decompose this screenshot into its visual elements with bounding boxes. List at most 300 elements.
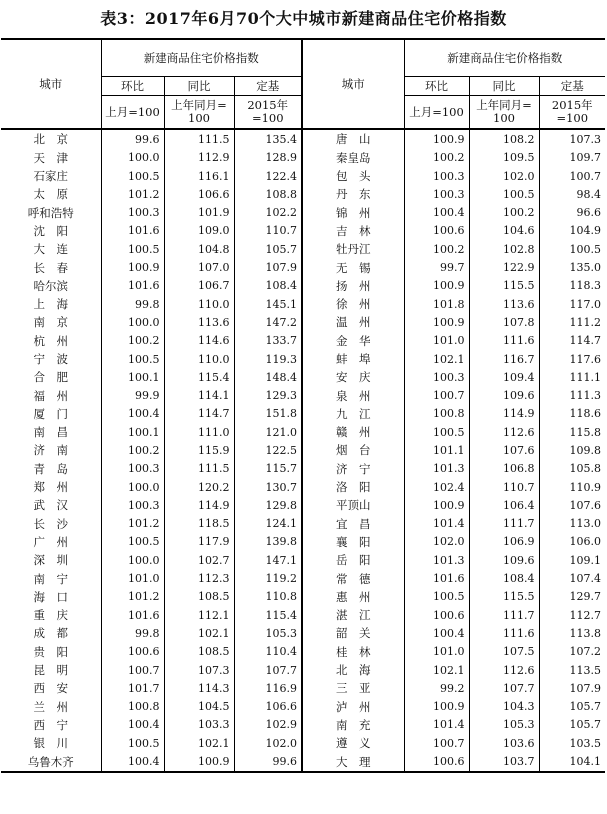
mom-value: 101.2 xyxy=(101,185,164,203)
mom-value: 101.7 xyxy=(101,679,164,697)
left-yoy-header: 同比 xyxy=(164,77,234,96)
mom-value: 100.9 xyxy=(101,258,164,276)
yoy-value: 100.5 xyxy=(469,185,539,203)
fixed-base-line1: 2015年 xyxy=(247,98,289,113)
right-group-header: 新建商品住宅价格指数 xyxy=(404,39,605,77)
city-name: 徐 州 xyxy=(302,295,404,313)
mom-value: 100.5 xyxy=(404,423,469,441)
table-row xyxy=(1,405,605,423)
city-name: 平顶山 xyxy=(302,496,404,514)
city-name: 大 连 xyxy=(33,242,68,257)
yoy-value: 114.1 xyxy=(164,386,234,404)
mom-value: 102.0 xyxy=(404,533,469,551)
city-name: 济 南 xyxy=(33,443,68,458)
right-yoy-base xyxy=(469,96,539,130)
mom-value: 99.8 xyxy=(101,295,164,313)
fixed-base-value: 121.0 xyxy=(234,423,302,441)
yoy-value: 102.0 xyxy=(469,167,539,185)
city-name: 岳 阳 xyxy=(302,551,404,569)
yoy-value: 120.2 xyxy=(164,478,234,496)
yoy-value: 112.9 xyxy=(164,149,234,167)
yoy-value: 104.3 xyxy=(469,698,539,716)
table-row xyxy=(1,129,605,148)
fixed-base-value: 112.7 xyxy=(539,606,605,624)
mom-value: 101.6 xyxy=(101,222,164,240)
table-row xyxy=(1,551,605,569)
city-name: 杭 州 xyxy=(33,333,68,348)
mom-value: 100.3 xyxy=(101,203,164,221)
yoy-value: 106.9 xyxy=(469,533,539,551)
table-row xyxy=(1,698,605,716)
mom-value: 100.9 xyxy=(404,698,469,716)
fixed-base-value: 102.9 xyxy=(234,716,302,734)
fixed-base-value: 128.9 xyxy=(234,149,302,167)
table-row xyxy=(1,167,605,185)
yoy-value: 112.3 xyxy=(164,569,234,587)
fixed-base-value: 113.5 xyxy=(539,661,605,679)
fixed-base-value: 102.0 xyxy=(234,734,302,752)
mom-value: 102.1 xyxy=(404,661,469,679)
fixed-base-value: 102.2 xyxy=(234,203,302,221)
yoy-value: 122.9 xyxy=(469,258,539,276)
fixed-base-value: 119.2 xyxy=(234,569,302,587)
right-yoy-header: 同比 xyxy=(469,77,539,96)
fixed-base-value: 122.5 xyxy=(234,441,302,459)
table-row xyxy=(1,643,605,661)
mom-value: 100.2 xyxy=(101,441,164,459)
city-name: 唐 山 xyxy=(302,129,404,148)
mom-value: 102.4 xyxy=(404,478,469,496)
yoy-value: 110.0 xyxy=(164,350,234,368)
fixed-base-value: 104.9 xyxy=(539,222,605,240)
mom-value: 100.2 xyxy=(404,149,469,167)
city-name: 长 春 xyxy=(33,260,68,275)
fixed-base-value: 130.7 xyxy=(234,478,302,496)
mom-value: 100.5 xyxy=(101,734,164,752)
right-mom-header: 环比 xyxy=(404,77,469,96)
city-name: 九 江 xyxy=(302,405,404,423)
left-group-header: 新建商品住宅价格指数 xyxy=(101,39,302,77)
fixed-base-value: 133.7 xyxy=(234,332,302,350)
left-city-header: 城市 xyxy=(1,39,101,129)
yoy-value: 102.1 xyxy=(164,734,234,752)
yoy-value: 112.6 xyxy=(469,661,539,679)
mom-value: 100.6 xyxy=(101,643,164,661)
table-row xyxy=(1,258,605,276)
mom-value: 100.9 xyxy=(404,313,469,331)
fixed-base-value: 98.4 xyxy=(539,185,605,203)
fixed-base-line2: =100 xyxy=(556,111,589,126)
table-row xyxy=(1,240,605,258)
city-name: 丹 东 xyxy=(302,185,404,203)
yoy-value: 104.6 xyxy=(469,222,539,240)
yoy-value: 106.4 xyxy=(469,496,539,514)
table-row xyxy=(1,515,605,533)
table-row xyxy=(1,716,605,734)
city-name: 襄 阳 xyxy=(302,533,404,551)
yoy-value: 109.6 xyxy=(469,551,539,569)
yoy-value: 114.9 xyxy=(469,405,539,423)
yoy-value: 108.5 xyxy=(164,643,234,661)
mom-value: 100.6 xyxy=(404,752,469,771)
fixed-base-value: 110.9 xyxy=(539,478,605,496)
mom-value: 100.1 xyxy=(101,368,164,386)
city-name: 扬 州 xyxy=(302,277,404,295)
mom-value: 100.3 xyxy=(404,185,469,203)
city-name: 银 川 xyxy=(33,736,68,751)
city-name: 西 安 xyxy=(33,681,68,696)
mom-value: 101.0 xyxy=(404,643,469,661)
city-name: 广 州 xyxy=(33,534,68,549)
fixed-base-value: 111.1 xyxy=(539,368,605,386)
table-row xyxy=(1,313,605,331)
fixed-base-value: 118.6 xyxy=(539,405,605,423)
city-name: 洛 阳 xyxy=(302,478,404,496)
fixed-base-value: 135.0 xyxy=(539,258,605,276)
mom-value: 100.0 xyxy=(101,313,164,331)
yoy-value: 115.5 xyxy=(469,588,539,606)
table-header xyxy=(1,39,605,129)
fixed-base-value: 135.4 xyxy=(234,129,302,148)
table-row xyxy=(1,332,605,350)
mom-value: 100.8 xyxy=(101,698,164,716)
fixed-base-value: 107.7 xyxy=(234,661,302,679)
fixed-base-value: 105.7 xyxy=(539,698,605,716)
mom-value: 100.9 xyxy=(404,496,469,514)
city-name: 遵 义 xyxy=(302,734,404,752)
yoy-value: 108.2 xyxy=(469,129,539,148)
fixed-base-value: 96.6 xyxy=(539,203,605,221)
fixed-base-value: 107.2 xyxy=(539,643,605,661)
city-name: 武 汉 xyxy=(33,498,68,513)
city-name: 兰 州 xyxy=(33,699,68,714)
fixed-base-value: 116.9 xyxy=(234,679,302,697)
yoy-base-line2: 100 xyxy=(493,111,515,126)
fixed-base-value: 107.4 xyxy=(539,569,605,587)
fixed-base-value: 114.7 xyxy=(539,332,605,350)
fixed-base-value: 115.4 xyxy=(234,606,302,624)
fixed-base-value: 117.6 xyxy=(539,350,605,368)
mom-value: 100.5 xyxy=(101,350,164,368)
yoy-value: 111.6 xyxy=(469,624,539,642)
mom-value: 101.0 xyxy=(101,569,164,587)
city-name: 昆 明 xyxy=(33,663,68,678)
mom-value: 101.3 xyxy=(404,551,469,569)
yoy-value: 103.3 xyxy=(164,716,234,734)
mom-value: 99.8 xyxy=(101,624,164,642)
fixed-base-value: 108.4 xyxy=(234,277,302,295)
mom-value: 100.5 xyxy=(101,167,164,185)
fixed-base-value: 129.8 xyxy=(234,496,302,514)
mom-value: 101.2 xyxy=(101,588,164,606)
fixed-base-value: 110.4 xyxy=(234,643,302,661)
city-name: 深 圳 xyxy=(33,553,68,568)
yoy-value: 117.9 xyxy=(164,533,234,551)
mom-value: 101.4 xyxy=(404,515,469,533)
mom-value: 100.4 xyxy=(404,203,469,221)
yoy-value: 108.5 xyxy=(164,588,234,606)
city-name: 无 锡 xyxy=(302,258,404,276)
fixed-base-value: 147.2 xyxy=(234,313,302,331)
city-name: 厦 门 xyxy=(33,406,68,421)
mom-value: 100.4 xyxy=(101,752,164,771)
city-name: 惠 州 xyxy=(302,588,404,606)
yoy-value: 104.8 xyxy=(164,240,234,258)
fixed-base-value: 99.6 xyxy=(234,752,302,771)
table-row xyxy=(1,624,605,642)
mom-value: 100.4 xyxy=(404,624,469,642)
yoy-value: 107.7 xyxy=(469,679,539,697)
yoy-value: 110.7 xyxy=(469,478,539,496)
fixed-base-value: 107.6 xyxy=(539,496,605,514)
city-name: 温 州 xyxy=(302,313,404,331)
mom-value: 101.8 xyxy=(404,295,469,313)
city-name: 北 海 xyxy=(302,661,404,679)
city-name: 南 宁 xyxy=(33,571,68,586)
mom-value: 99.2 xyxy=(404,679,469,697)
mom-value: 100.3 xyxy=(101,496,164,514)
yoy-value: 112.1 xyxy=(164,606,234,624)
mom-value: 99.7 xyxy=(404,258,469,276)
yoy-value: 111.0 xyxy=(164,423,234,441)
right-city-header: 城市 xyxy=(302,39,404,129)
mom-value: 100.7 xyxy=(404,386,469,404)
fixed-base-value: 105.3 xyxy=(234,624,302,642)
mom-value: 100.8 xyxy=(404,405,469,423)
yoy-base-line2: 100 xyxy=(188,111,210,126)
city-name: 成 都 xyxy=(33,626,68,641)
yoy-value: 102.1 xyxy=(164,624,234,642)
yoy-value: 100.9 xyxy=(164,752,234,771)
city-name: 泸 州 xyxy=(302,698,404,716)
yoy-value: 109.4 xyxy=(469,368,539,386)
table-row xyxy=(1,533,605,551)
city-name: 大 理 xyxy=(302,752,404,771)
mom-value: 101.6 xyxy=(101,606,164,624)
mom-value: 100.5 xyxy=(404,588,469,606)
mom-value: 99.6 xyxy=(101,129,164,148)
city-name: 秦皇岛 xyxy=(302,149,404,167)
yoy-value: 103.6 xyxy=(469,734,539,752)
fixed-base-value: 107.3 xyxy=(539,129,605,148)
table-row xyxy=(1,569,605,587)
table-row xyxy=(1,606,605,624)
table-row xyxy=(1,478,605,496)
yoy-value: 107.0 xyxy=(164,258,234,276)
price-index-table xyxy=(1,38,605,773)
table-row xyxy=(1,496,605,514)
yoy-value: 107.8 xyxy=(469,313,539,331)
mom-value: 100.4 xyxy=(101,716,164,734)
city-name: 桂 林 xyxy=(302,643,404,661)
city-name: 锦 州 xyxy=(302,203,404,221)
yoy-value: 116.1 xyxy=(164,167,234,185)
city-name: 石家庄 xyxy=(33,169,68,184)
mom-value: 100.7 xyxy=(101,661,164,679)
mom-value: 100.6 xyxy=(404,222,469,240)
mom-value: 100.1 xyxy=(101,423,164,441)
yoy-value: 103.7 xyxy=(469,752,539,771)
yoy-value: 112.6 xyxy=(469,423,539,441)
fixed-base-value: 129.3 xyxy=(234,386,302,404)
mom-value: 100.2 xyxy=(101,332,164,350)
fixed-base-value: 113.0 xyxy=(539,515,605,533)
city-name: 宁 波 xyxy=(33,352,68,366)
left-mom-header: 环比 xyxy=(101,77,164,96)
fixed-base-value: 129.7 xyxy=(539,588,605,606)
right-fixed-header: 定基 xyxy=(539,77,605,96)
yoy-value: 109.6 xyxy=(469,386,539,404)
city-name: 吉 林 xyxy=(302,222,404,240)
right-fixed-base xyxy=(539,96,605,130)
table-row xyxy=(1,185,605,203)
city-name: 天 津 xyxy=(33,150,68,165)
city-name: 蚌 埠 xyxy=(302,350,404,368)
left-yoy-base xyxy=(164,96,234,130)
yoy-value: 111.6 xyxy=(469,332,539,350)
city-name: 常 德 xyxy=(302,569,404,587)
city-name: 哈尔滨 xyxy=(33,278,68,293)
table-row xyxy=(1,460,605,478)
fixed-base-value: 117.0 xyxy=(539,295,605,313)
yoy-value: 115.9 xyxy=(164,441,234,459)
fixed-base-value: 103.5 xyxy=(539,734,605,752)
mom-value: 100.2 xyxy=(404,240,469,258)
fixed-base-value: 105.8 xyxy=(539,460,605,478)
fixed-base-value: 148.4 xyxy=(234,368,302,386)
fixed-base-value: 115.7 xyxy=(234,460,302,478)
yoy-value: 102.7 xyxy=(164,551,234,569)
city-name: 呼和浩特 xyxy=(27,205,74,220)
yoy-value: 106.7 xyxy=(164,277,234,295)
yoy-value: 102.8 xyxy=(469,240,539,258)
fixed-base-value: 108.8 xyxy=(234,185,302,203)
fixed-base-value: 110.8 xyxy=(234,588,302,606)
city-name: 泉 州 xyxy=(302,386,404,404)
mom-value: 99.9 xyxy=(101,386,164,404)
fixed-base-value: 105.7 xyxy=(234,240,302,258)
fixed-base-value: 106.6 xyxy=(234,698,302,716)
table-row xyxy=(1,734,605,752)
table-row xyxy=(1,423,605,441)
yoy-value: 118.5 xyxy=(164,515,234,533)
yoy-value: 101.9 xyxy=(164,203,234,221)
fixed-base-value: 100.5 xyxy=(539,240,605,258)
city-name: 西 宁 xyxy=(33,717,68,732)
yoy-value: 111.7 xyxy=(469,515,539,533)
yoy-value: 113.6 xyxy=(469,295,539,313)
left-fixed-header: 定基 xyxy=(234,77,302,96)
yoy-value: 107.6 xyxy=(469,441,539,459)
city-name: 南 充 xyxy=(302,716,404,734)
yoy-value: 114.6 xyxy=(164,332,234,350)
fixed-base-value: 106.0 xyxy=(539,533,605,551)
mom-value: 101.2 xyxy=(101,515,164,533)
fixed-base-value: 119.3 xyxy=(234,350,302,368)
table-row xyxy=(1,350,605,368)
city-name: 韶 关 xyxy=(302,624,404,642)
table-row xyxy=(1,277,605,295)
fixed-base-value: 115.8 xyxy=(539,423,605,441)
mom-value: 100.5 xyxy=(101,533,164,551)
yoy-value: 109.0 xyxy=(164,222,234,240)
city-name: 长 沙 xyxy=(33,516,68,531)
city-name: 牡丹江 xyxy=(302,240,404,258)
table-row xyxy=(1,203,605,221)
fixed-base-value: 122.4 xyxy=(234,167,302,185)
table-row xyxy=(1,679,605,697)
table-row xyxy=(1,752,605,771)
yoy-value: 106.8 xyxy=(469,460,539,478)
mom-value: 101.6 xyxy=(101,277,164,295)
yoy-value: 109.5 xyxy=(469,149,539,167)
fixed-base-value: 113.8 xyxy=(539,624,605,642)
mom-value: 100.9 xyxy=(404,129,469,148)
city-name: 合 肥 xyxy=(33,370,68,385)
fixed-base-value: 100.7 xyxy=(539,167,605,185)
yoy-value: 107.5 xyxy=(469,643,539,661)
city-name: 南 京 xyxy=(33,315,68,330)
city-name: 青 岛 xyxy=(33,461,68,476)
fixed-base-value: 109.7 xyxy=(539,149,605,167)
fixed-base-value: 110.7 xyxy=(234,222,302,240)
yoy-base-line1: 上年同月= xyxy=(476,98,532,113)
fixed-base-value: 151.8 xyxy=(234,405,302,423)
yoy-value: 113.6 xyxy=(164,313,234,331)
fixed-base-value: 118.3 xyxy=(539,277,605,295)
fixed-base-value: 109.8 xyxy=(539,441,605,459)
city-name: 金 华 xyxy=(302,332,404,350)
yoy-value: 100.2 xyxy=(469,203,539,221)
fixed-base-line1: 2015年 xyxy=(551,98,593,113)
fixed-base-value: 145.1 xyxy=(234,295,302,313)
city-name: 湛 江 xyxy=(302,606,404,624)
table-body xyxy=(1,129,605,771)
mom-value: 100.7 xyxy=(404,734,469,752)
mom-value: 100.0 xyxy=(101,551,164,569)
city-name: 乌鲁木齐 xyxy=(1,752,101,771)
yoy-value: 105.3 xyxy=(469,716,539,734)
mom-value: 100.3 xyxy=(404,167,469,185)
city-name: 安 庆 xyxy=(302,368,404,386)
table-row xyxy=(1,386,605,404)
mom-value: 101.1 xyxy=(404,441,469,459)
yoy-value: 116.7 xyxy=(469,350,539,368)
mom-value: 101.4 xyxy=(404,716,469,734)
city-name: 包 头 xyxy=(302,167,404,185)
mom-value: 100.9 xyxy=(404,277,469,295)
mom-value: 102.1 xyxy=(404,350,469,368)
table-row xyxy=(1,588,605,606)
table-row xyxy=(1,368,605,386)
fixed-base-value: 111.2 xyxy=(539,313,605,331)
table-row xyxy=(1,441,605,459)
yoy-value: 108.4 xyxy=(469,569,539,587)
table-row xyxy=(1,222,605,240)
yoy-value: 111.5 xyxy=(164,460,234,478)
fixed-base-value: 107.9 xyxy=(539,679,605,697)
yoy-value: 114.7 xyxy=(164,405,234,423)
mom-value: 101.3 xyxy=(404,460,469,478)
city-name: 三 亚 xyxy=(302,679,404,697)
city-name: 烟 台 xyxy=(302,441,404,459)
city-name: 海 口 xyxy=(33,589,68,604)
table-row xyxy=(1,661,605,679)
right-mom-base: 上月=100 xyxy=(404,96,469,130)
yoy-value: 115.5 xyxy=(469,277,539,295)
fixed-base-value: 104.1 xyxy=(539,752,605,771)
mom-value: 100.0 xyxy=(101,478,164,496)
